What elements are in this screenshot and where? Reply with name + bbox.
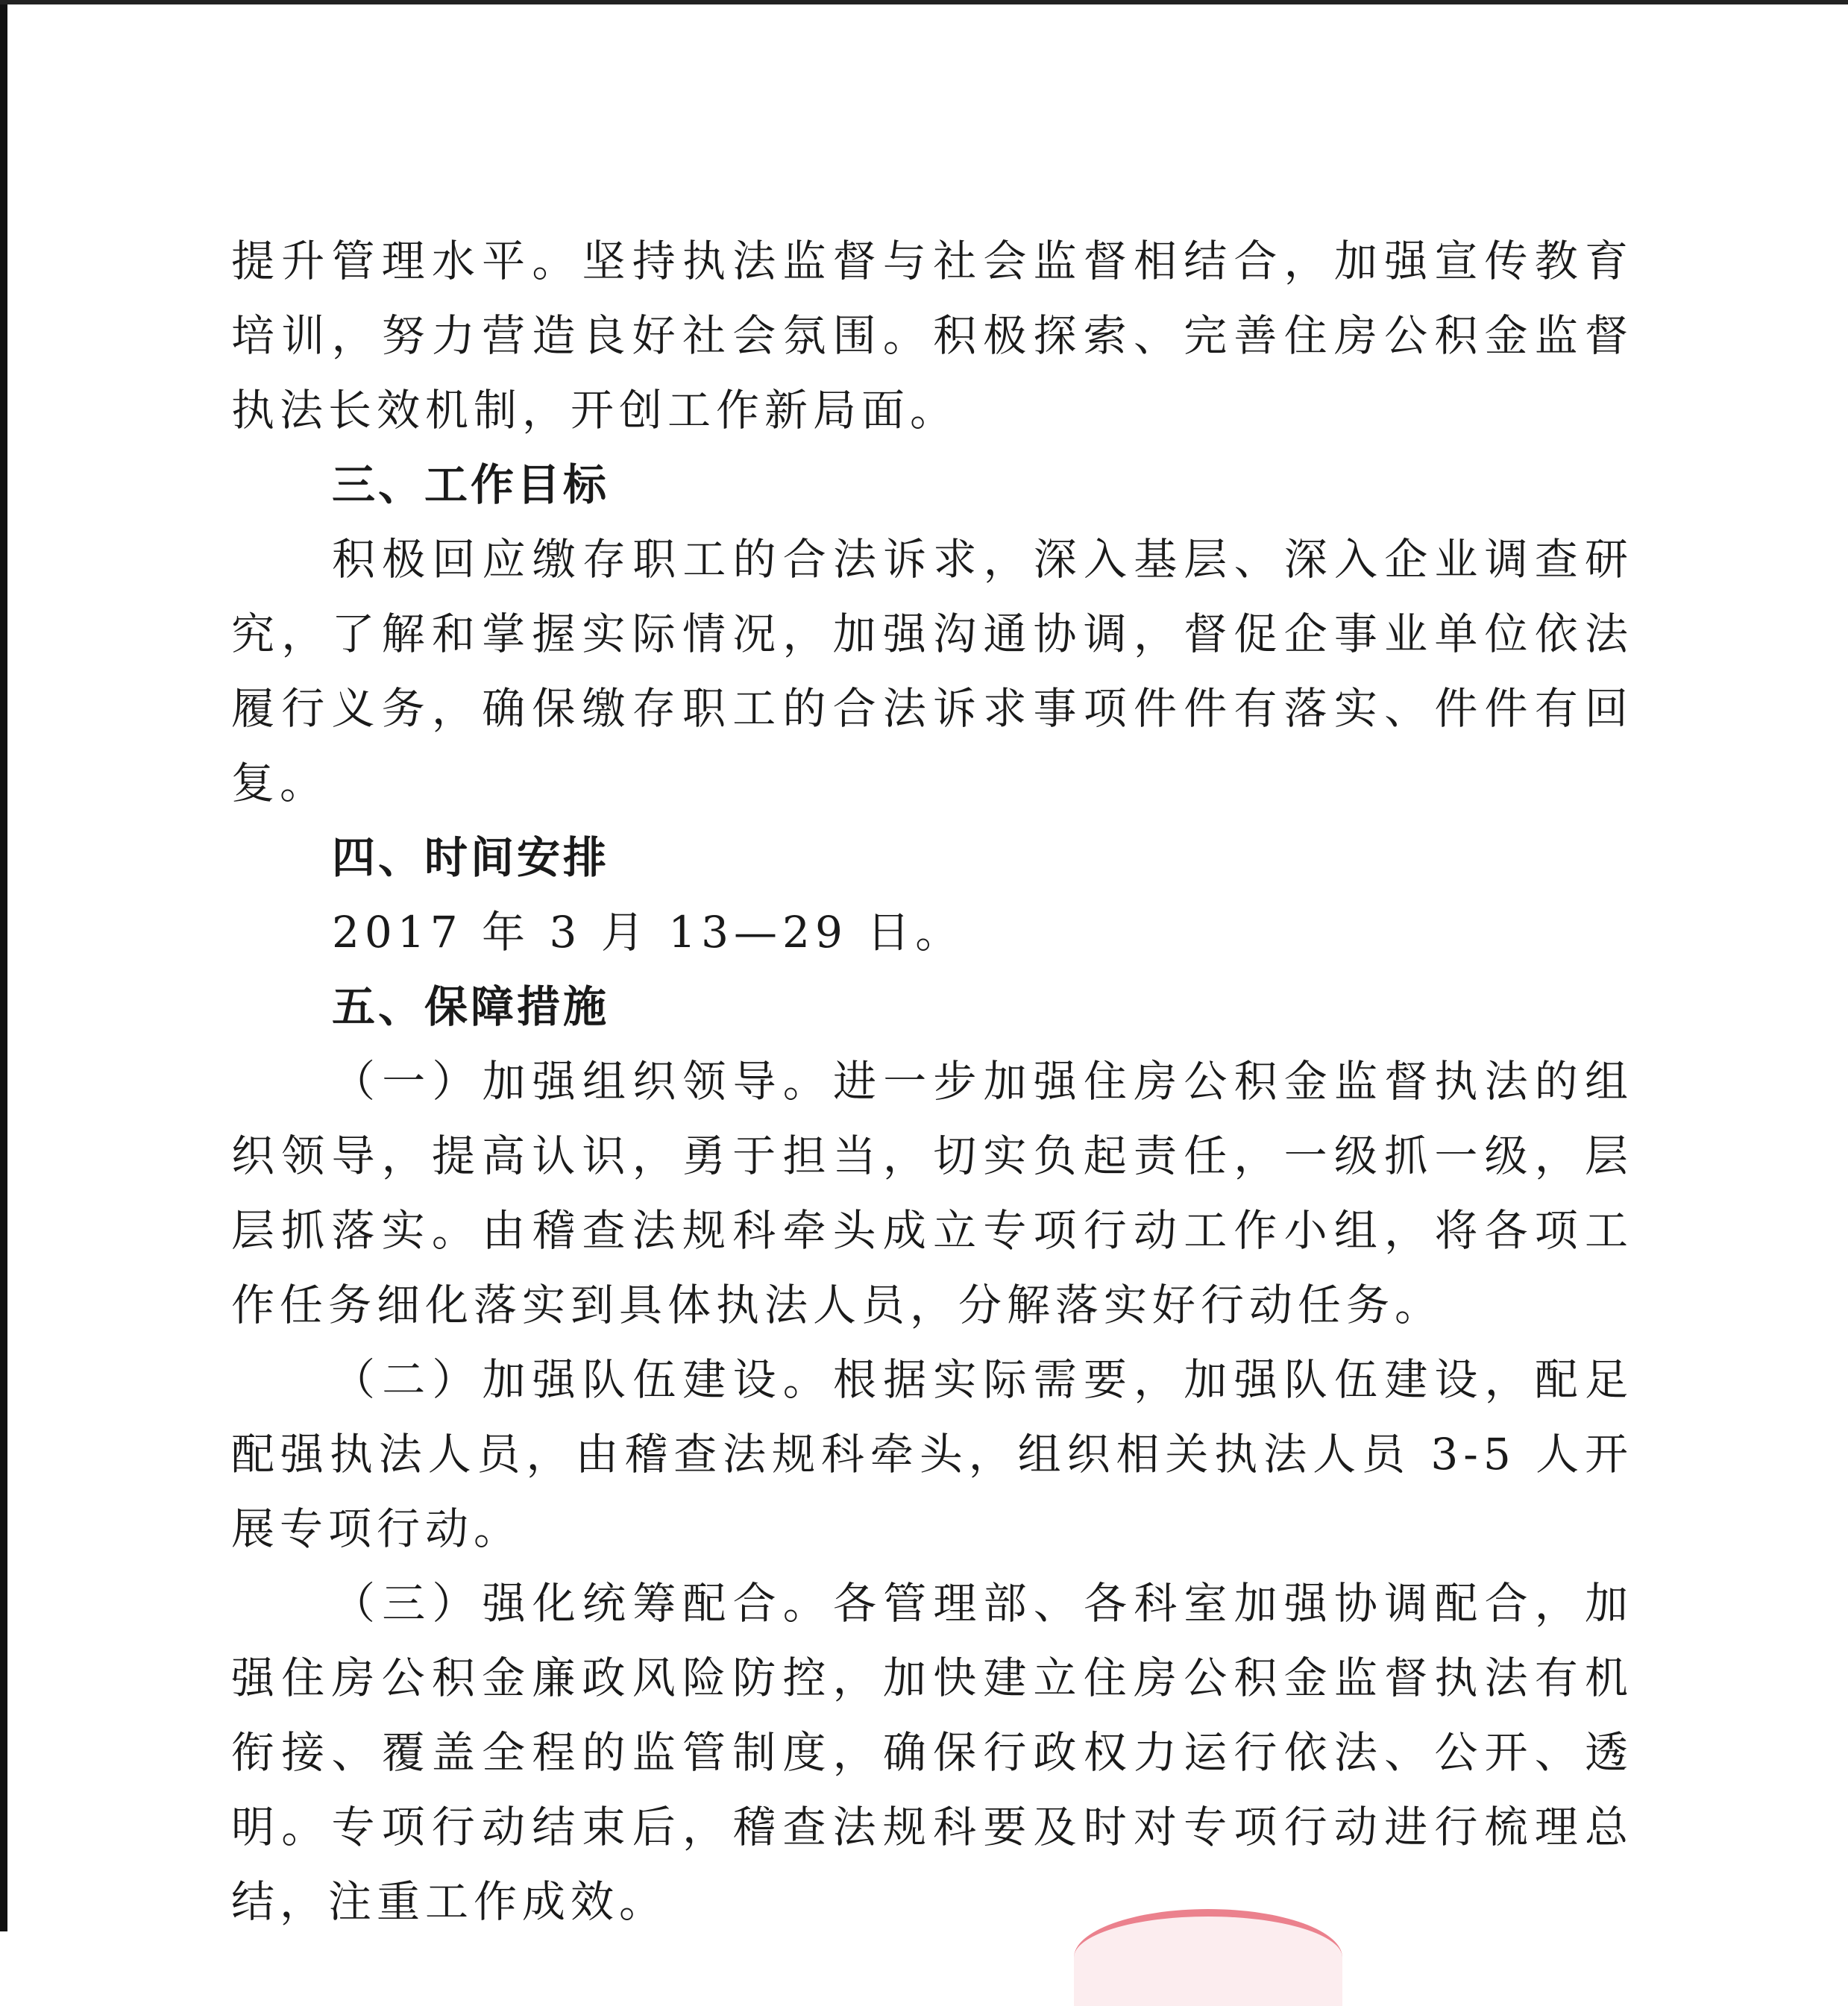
scan-edge-left xyxy=(0,0,7,1931)
paragraph-continuation: 提升管理水平。坚持执法监督与社会监督相结合，加强宣传教育培训，努力营造良好社会氛围。积极探索、完善住房公积金监督执法长效机制，开创工作新局面。 xyxy=(231,236,1633,436)
scan-edge-top xyxy=(0,0,1848,4)
section-heading-schedule: 四、时间安排 xyxy=(332,832,610,883)
paragraph-measure-1: （一）加强组织领导。进一步加强住房公积金监督执法的组织领导，提高认识，勇于担当，切实负起责任，一级抓一级，层层抓落实。由稽查法规科牵头成立专项行动工作小组，将各项工作任务细化落实到具体执法人员，分解落实好行动任务。 xyxy=(231,1056,1633,1330)
paragraph-measure-3: （三）强化统筹配合。各管理部、各科室加强协调配合，加强住房公积金廉政风险防控，加快建立住房公积金监督执法有机衔接、覆盖全程的监管制度，确保行政权力运行依法、公开、透明。专项行动结束后，稽查法规科要及时对专项行动进行梳理总结，注重工作成效。 xyxy=(231,1578,1633,1927)
document-page xyxy=(231,224,1633,1939)
section-heading-goals: 三、工作目标 xyxy=(332,459,610,510)
paragraph-schedule: 2017 年 3 月 13—29 日。 xyxy=(332,907,964,958)
paragraph-measure-2: （二）加强队伍建设。根据实际需要，加强队伍建设，配足配强执法人员，由稽查法规科牵头，组织相关执法人员 3-5 人开展专项行动。 xyxy=(231,1354,1633,1554)
section-heading-measures: 五、保障措施 xyxy=(332,981,610,1032)
red-seal-stamp xyxy=(1074,1909,1342,2006)
paragraph-goals: 积极回应缴存职工的合法诉求，深入基层、深入企业调查研究，了解和掌握实际情况，加强沟通协调，督促企事业单位依法履行义务，确保缴存职工的合法诉求事项件件有落实、件件有回复。 xyxy=(231,534,1633,808)
